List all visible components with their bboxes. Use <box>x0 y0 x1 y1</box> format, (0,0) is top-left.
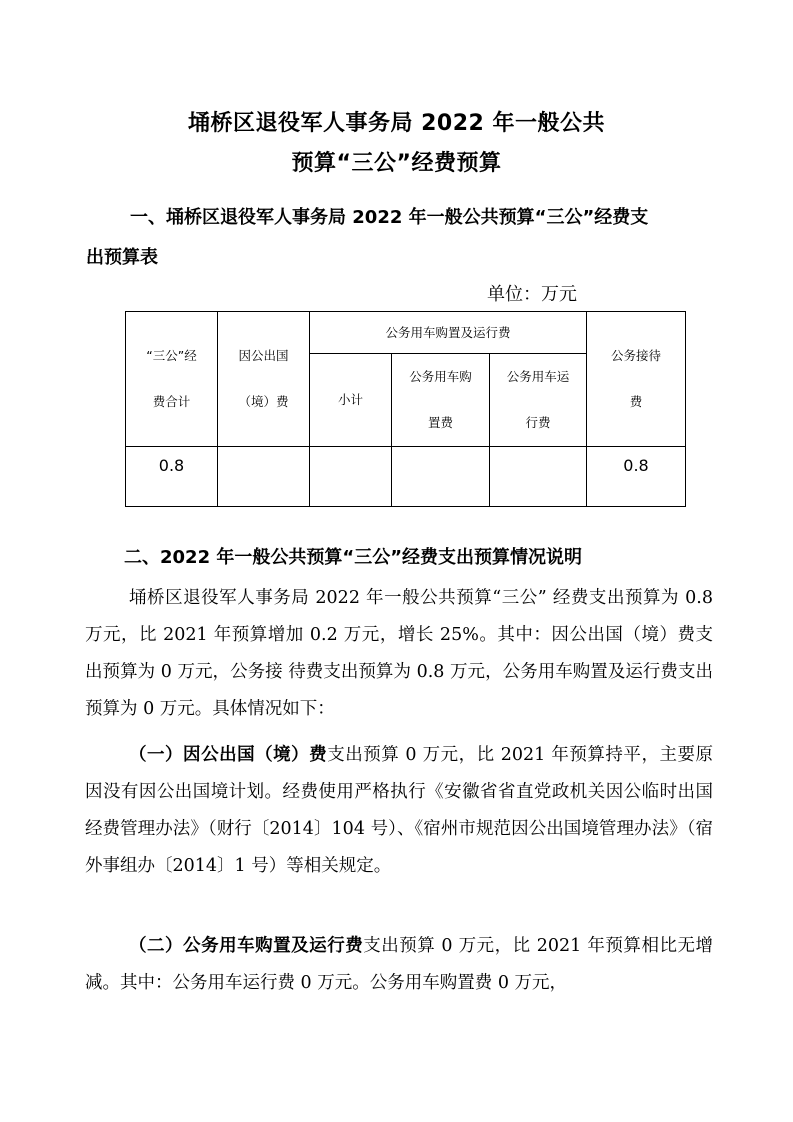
section-2-heading: 二、2022 年一般公共预算“三公”经费支出预算情况说明 <box>124 547 583 568</box>
header-three-public-total-line-1: “三公”经 <box>146 348 197 363</box>
unit-label: 单位：万元 <box>487 284 577 305</box>
header-vehicle-purchase-line-2: 置费 <box>427 415 453 430</box>
section-1-heading: 一、埇桥区退役军人事务局 2022 年一般公共预算“三公”经费支 <box>130 207 649 228</box>
header-abroad-expense-line-1: 因公出国 <box>238 348 289 363</box>
cell-vehicle-running <box>490 447 587 507</box>
header-reception-expense-line-1: 公务接待 <box>610 348 661 363</box>
header-vehicle-expense: 公务用车购置及运行费 <box>310 312 587 354</box>
cell-vehicle-subtotal <box>310 447 392 507</box>
abroad-expense-paragraph <box>85 737 713 885</box>
header-vehicle-running-line-1: 公务用车运 <box>506 369 570 384</box>
vehicle-expense-body: 支出预算 0 万元，比 2021 年预算相比无增减。其中：公务用车运行费 0 万元。公务用车购置费 0 万元， <box>85 936 714 993</box>
vehicle-expense-paragraph <box>85 928 713 1002</box>
cell-abroad-expense <box>218 447 310 507</box>
document-title-line-1: 埇桥区退役军人事务局 2022 年一般公共 <box>187 111 606 136</box>
cell-three-public-total: 0.8 <box>126 447 218 507</box>
header-vehicle-running-line-2: 行费 <box>525 415 551 430</box>
summary-paragraph: 埇桥区退役军人事务局 2022 年一般公共预算“三公” 经费支出预算为 0.8 万元，比 2021 年预算增加 0.2 万元，增长 25%。其中：因公出国（境）费支出预算为 0 万元，公务接 待费支出预算为 0.8 万元，公务用车购置及运行费支出预算为 0 万元。具体情况如下： <box>85 588 713 719</box>
header-reception-expense <box>587 312 686 447</box>
header-vehicle-purchase <box>392 354 490 447</box>
header-vehicle-subtotal: 小计 <box>310 354 392 447</box>
cell-vehicle-purchase <box>392 447 490 507</box>
abroad-expense-body: 支出预算 0 万元，比 2021 年预算持平，主要原因没有因公出国境计划。经费使用严格执行《安徽省省直党政机关因公临时出国经费管理办法》（财行〔2014〕104 号）、《宿州市规范因公出国境管理办法》（宿外事组办〔2014〕1 号）等相关规定。 <box>85 745 714 876</box>
document-title-line-2: 预算“三公”经费预算 <box>291 151 502 176</box>
section-1-heading-continued: 出预算表 <box>86 247 158 268</box>
header-vehicle-purchase-line-1: 公务用车购 <box>409 369 472 384</box>
header-abroad-expense-line-2: （境）费 <box>238 394 289 409</box>
header-three-public-total-line-2: 费合计 <box>152 394 191 409</box>
vehicle-expense-lead: （二）公务用车购置及运行费 <box>129 936 364 956</box>
abroad-expense-lead: （一）因公出国（境）费 <box>129 745 328 765</box>
header-abroad-expense <box>218 312 310 447</box>
header-reception-expense-line-2: 费 <box>629 394 643 409</box>
header-three-public-total <box>126 312 218 447</box>
three-public-expenses-table <box>125 311 686 507</box>
header-vehicle-running <box>490 354 587 447</box>
cell-reception-expense: 0.8 <box>587 447 686 507</box>
